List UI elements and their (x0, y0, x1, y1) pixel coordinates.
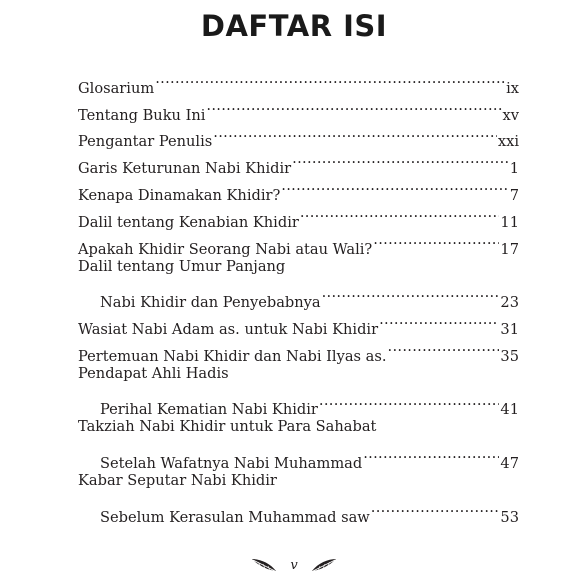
dot-leader (371, 495, 500, 522)
toc-entry-label: Tentang Buku Ini (78, 106, 206, 124)
toc-page-number: 47 (500, 454, 519, 472)
toc-entry-takziah-cont[interactable] (78, 441, 519, 472)
dot-leader (292, 146, 509, 173)
toc-page-number: 53 (500, 508, 519, 526)
toc-entry-label: Garis Keturunan Nabi Khidir (78, 160, 292, 178)
toc-page-number: 17 (500, 240, 519, 258)
table-of-contents (78, 66, 519, 526)
page-footer (0, 553, 588, 577)
toc-entry-label: Kenapa Dinamakan Khidir? (78, 186, 281, 204)
toc-entry-label: Nabi Khidir dan Penyebabnya (100, 294, 321, 312)
page-title: DAFTAR ISI (200, 9, 388, 43)
toc-entry-label: Dalil tentang Kenabian Khidir (78, 213, 299, 231)
toc-page-number: 1 (509, 160, 519, 178)
toc-page-number: ix (506, 79, 519, 97)
toc-entry-glosarium[interactable] (78, 66, 519, 97)
toc-entry-label: Pengantar Penulis (78, 133, 213, 151)
toc-entry-takziah[interactable] (78, 414, 519, 441)
toc-entry-label: Kabar Seputar Nabi Khidir (78, 471, 277, 489)
toc-entry-kabar-seputar-cont[interactable] (78, 495, 519, 526)
feather-icon (310, 556, 338, 574)
toc-page-number: 23 (500, 294, 519, 312)
toc-entry-label: Apakah Khidir Seorang Nabi atau Wali? (78, 240, 373, 258)
dot-leader (213, 120, 497, 147)
dot-leader (281, 173, 508, 200)
toc-entry-dalil-umur-panjang-cont[interactable] (78, 280, 519, 312)
dot-leader (319, 388, 500, 415)
toc-entry-label: Sebelum Kerasulan Muhammad saw (100, 508, 370, 526)
toc-entry-label: Pertemuan Nabi Khidir dan Nabi Ilyas as. (78, 347, 387, 365)
dot-leader (363, 441, 499, 468)
toc-entry-pendapat-ahli-hadis-cont[interactable] (78, 388, 519, 419)
toc-page-number: xxi (497, 133, 519, 151)
toc-entry-label: Glosarium (78, 79, 155, 97)
dot-leader (300, 200, 500, 227)
dot-leader (155, 66, 505, 93)
toc-entry-label: Takziah Nabi Khidir untuk Para Sahabat (78, 418, 377, 436)
dot-leader (373, 227, 499, 254)
dot-leader (379, 307, 499, 334)
toc-page-number: 11 (500, 213, 519, 231)
toc-page-number: 35 (500, 347, 519, 365)
toc-entry-label: Pendapat Ahli Hadis (78, 364, 229, 382)
dot-leader (206, 93, 501, 120)
toc-page-number: 31 (500, 320, 519, 338)
toc-page-number: 41 (500, 401, 519, 419)
toc-entry-label: Setelah Wafatnya Nabi Muhammad (100, 454, 363, 472)
toc-page-number: xv (502, 106, 519, 124)
toc-page-number: 7 (509, 186, 519, 204)
feather-icon (250, 556, 278, 574)
dot-leader (388, 334, 500, 361)
page-number: v (290, 557, 298, 573)
toc-entry-label: Wasiat Nabi Adam as. untuk Nabi Khidir (78, 320, 379, 338)
dot-leader (322, 280, 500, 307)
toc-entry-label: Dalil tentang Umur Panjang (78, 257, 286, 275)
toc-entry-label: Perihal Kematian Nabi Khidir (100, 401, 318, 419)
